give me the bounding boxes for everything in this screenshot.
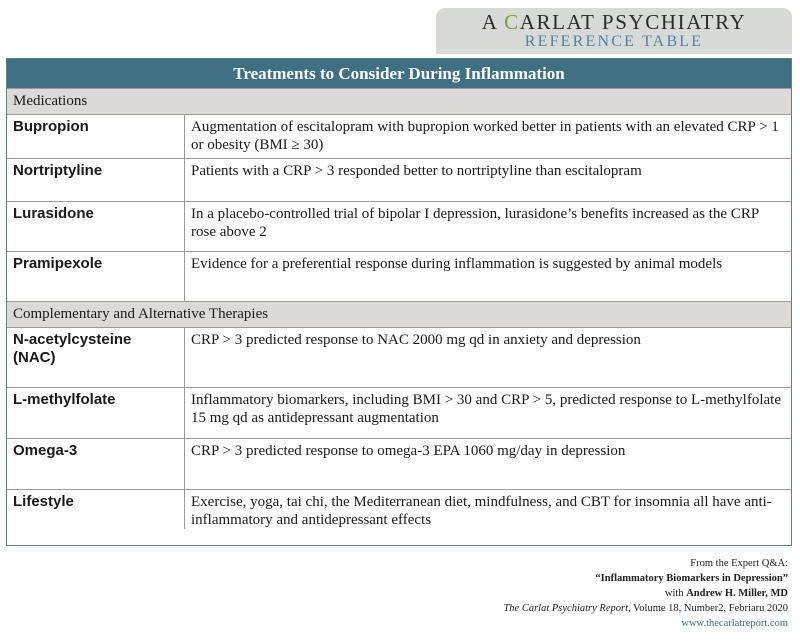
table-row — [7, 387, 791, 438]
footer-author-line: with Andrew H. Miller, MD — [664, 588, 788, 599]
treatment-description: Evidence for a preferential response during inflammation is suggested by animal models — [185, 251, 792, 301]
treatment-name: Bupropion — [7, 115, 185, 158]
reference-table-badge — [436, 8, 792, 54]
footer-citation: The Carlat Psychiatry Report, Volume 18, Number2, Febriaru 2020 — [503, 603, 788, 614]
treatment-name: Omega-3 — [7, 438, 185, 489]
complementary-table — [7, 328, 791, 529]
treatment-description: CRP > 3 predicted response to NAC 2000 mg qd in anxiety and depression — [191, 332, 641, 348]
table-row — [7, 201, 791, 251]
badge-c-letter: C — [504, 10, 520, 34]
treatment-name: Nortriptyline — [7, 158, 185, 201]
treatment-name: Lifestyle — [7, 489, 185, 529]
treatment-name: N-acetylcysteine (NAC) — [7, 328, 185, 387]
treatment-description: CRP > 3 predicted response to omega-3 EPA 1060 mg/day in depression — [185, 438, 792, 489]
table-row — [7, 158, 791, 201]
treatments-table — [6, 58, 792, 546]
source-footer — [503, 556, 788, 631]
table-row — [7, 438, 791, 489]
table-title: Treatments to Consider During Inflammation — [7, 59, 791, 88]
footer-journal: The Carlat Psychiatry Report — [503, 603, 628, 614]
badge-brand: A CARLAT PSYCHIATRY — [481, 10, 747, 34]
footer-author-name: Andrew H. Miller, MD — [686, 588, 788, 599]
table-row — [7, 115, 791, 158]
section-heading-complementary: Complementary and Alternative Therapies — [7, 301, 791, 328]
section-heading-medications: Medications — [7, 88, 791, 115]
table-row — [7, 328, 791, 387]
medications-table — [7, 115, 791, 301]
badge-subtitle: REFERENCE TABLE — [524, 33, 704, 50]
treatment-description: Inflammatory biomarkers, including BMI > 30 and CRP > 5, predicted response to L-methylfolate 15 mg qd as antidepressant augmentation — [185, 387, 792, 438]
treatment-description: Patients with a CRP > 3 responded better to nortriptyline than escitalopram — [185, 158, 792, 201]
footer-source-label: From the Expert Q&A: — [690, 558, 788, 569]
footer-article-title: “Inflammatory Biomarkers in Depression” — [595, 573, 788, 584]
table-row — [7, 489, 791, 529]
treatment-name: Pramipexole — [7, 251, 185, 301]
treatment-description: In a placebo-controlled trial of bipolar I depression, lurasidone’s benefits increased as the CRP rose above 2 — [185, 201, 792, 251]
treatment-name: Lurasidone — [7, 201, 185, 251]
footer-url-link[interactable]: www.thecarlatreport.com — [681, 618, 788, 629]
treatment-name: L-methylfolate — [7, 387, 185, 438]
treatment-description: Augmentation of escitalopram with bupropion worked better in patients with an elevated CRP > 1 or obesity (BMI ≥ 30) — [191, 119, 779, 153]
treatment-description: Exercise, yoga, tai chi, the Mediterranean diet, mindfulness, and CBT for insomnia all have anti-inflammatory and antidepressant effects — [185, 489, 792, 529]
table-row — [7, 251, 791, 301]
